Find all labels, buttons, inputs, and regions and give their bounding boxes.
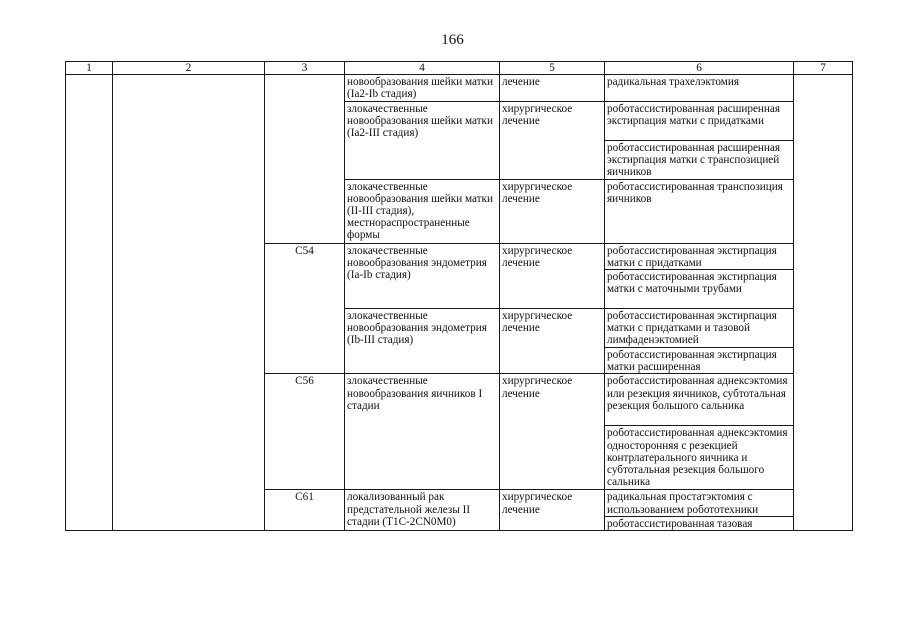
treatment-cell: хирургическое лечение bbox=[500, 101, 605, 179]
treatment-cell: хирургическое лечение bbox=[500, 490, 605, 531]
condition-cell: злокачественные новообразования яичников I стадии bbox=[345, 374, 500, 490]
header-row bbox=[66, 62, 853, 75]
method-cell: радикальная трахелэктомия bbox=[605, 75, 794, 101]
treatment-cell: лечение bbox=[500, 75, 605, 101]
header-cell-4: 4 bbox=[345, 62, 500, 75]
method-cell: роботассистированная расширенная экстирпация матки с придатками bbox=[605, 101, 794, 140]
condition-cell: локализованный рак предстательной железы II стадии (T1C-2CN0M0) bbox=[345, 490, 500, 531]
diagnosis-code: C56 bbox=[265, 374, 345, 490]
method-cell: роботассистированная экстирпация матки с придатками bbox=[605, 243, 794, 269]
method-cell: радикальная простатэктомия с использованием робототехники bbox=[605, 490, 794, 516]
diagnosis-code bbox=[265, 75, 345, 243]
treatment-cell: хирургическое лечение bbox=[500, 309, 605, 374]
treatment-cell: хирургическое лечение bbox=[500, 179, 605, 243]
method-cell: роботассистированная экстирпация матки с маточными трубами bbox=[605, 270, 794, 309]
condition-cell: злокачественные новообразования шейки матки (II-III стадия), местнораспространенные формы bbox=[345, 179, 500, 243]
header-cell-1: 1 bbox=[66, 62, 113, 75]
medical-care-table bbox=[65, 61, 853, 531]
method-cell: роботассистированная расширенная экстирпация матки с транспозицией яичников bbox=[605, 140, 794, 179]
column-2-cell bbox=[113, 75, 265, 531]
header-cell-2: 2 bbox=[113, 62, 265, 75]
diagnosis-code: C61 bbox=[265, 490, 345, 531]
header-cell-6: 6 bbox=[605, 62, 794, 75]
treatment-cell: хирургическое лечение bbox=[500, 374, 605, 490]
method-cell: роботассистированная экстирпация матки с придатками и тазовой лимфаденэктомией bbox=[605, 309, 794, 348]
header-cell-7: 7 bbox=[794, 62, 853, 75]
page-number: 166 bbox=[441, 32, 464, 48]
method-cell: роботассистированная транспозиция яичников bbox=[605, 179, 794, 243]
diagnosis-code: C54 bbox=[265, 243, 345, 374]
method-cell: роботассистированная аднексэктомия односторонняя с резекцией контрлатерального яичника и субтотальная резекция большого сальника bbox=[605, 426, 794, 490]
column-1-cell bbox=[66, 75, 113, 531]
header-cell-5: 5 bbox=[500, 62, 605, 75]
condition-cell: новообразования шейки матки (Ia2-Ib стадия) bbox=[345, 75, 500, 101]
condition-cell: злокачественные новообразования шейки матки (Ia2-III стадия) bbox=[345, 101, 500, 179]
header-cell-3: 3 bbox=[265, 62, 345, 75]
table-row bbox=[66, 75, 853, 101]
column-7-cell bbox=[794, 75, 853, 531]
method-cell: роботассистированная тазовая bbox=[605, 516, 794, 530]
condition-cell: злокачественные новообразования эндометрия (Ia-Ib стадия) bbox=[345, 243, 500, 308]
method-cell: роботассистированная аднексэктомия или резекция яичников, субтотальная резекция большого сальника bbox=[605, 374, 794, 426]
treatment-cell: хирургическое лечение bbox=[500, 243, 605, 308]
condition-cell: злокачественные новообразования эндометрия (Ib-III стадия) bbox=[345, 309, 500, 374]
method-cell: роботассистированная экстирпация матки расширенная bbox=[605, 348, 794, 374]
